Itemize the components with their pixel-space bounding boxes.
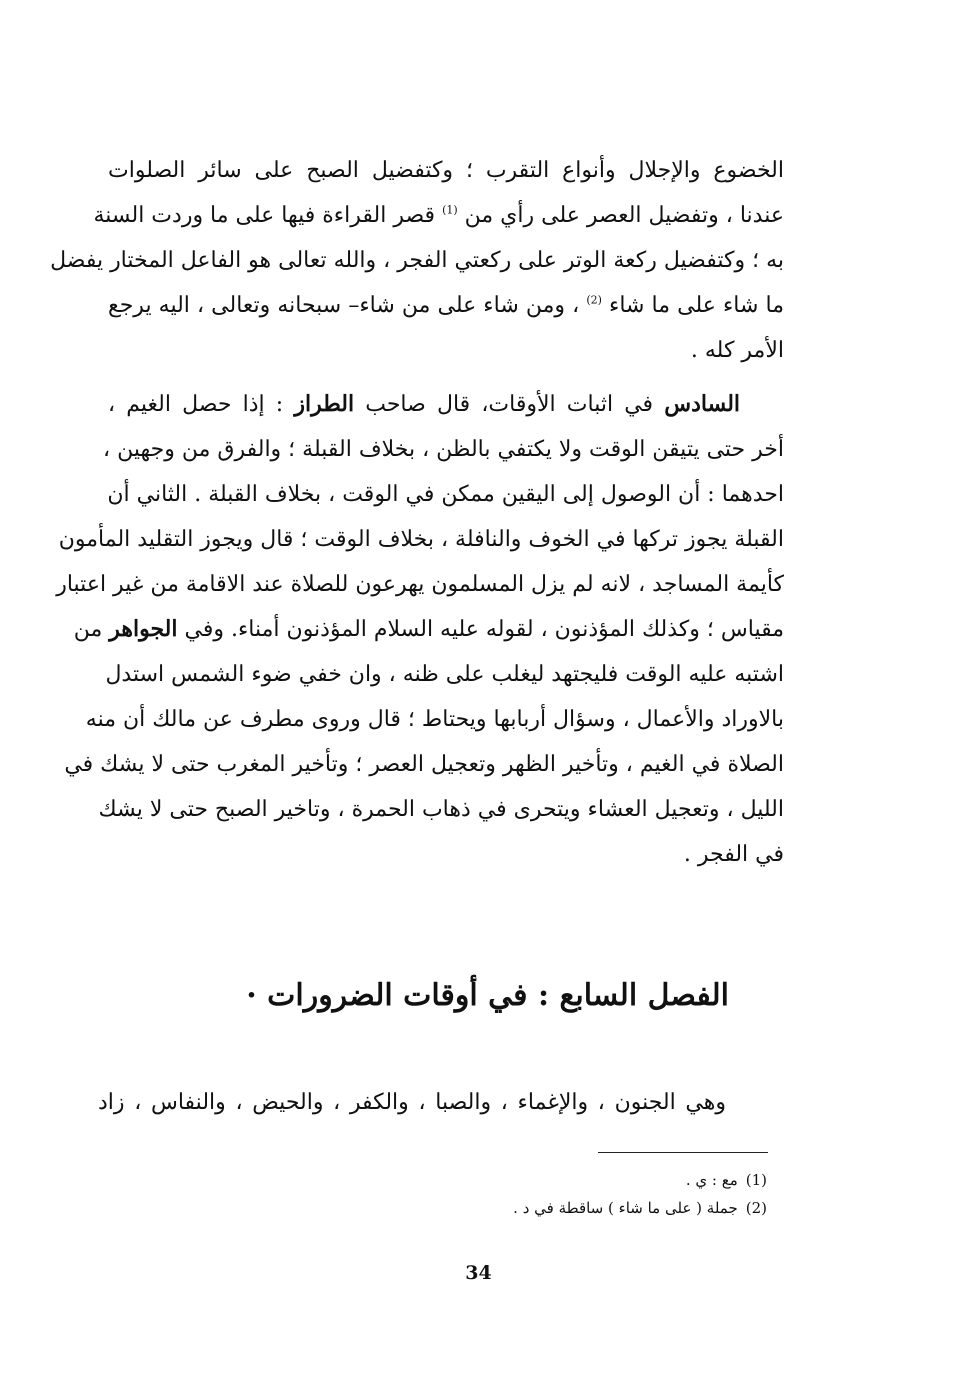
paragraph-1-line-4: [108, 283, 784, 328]
paragraph-1-line-3: به ؛ وكتفضيل ركعة الوتر على ركعتي الفجر ، والله تعالى هو الفاعل المختار يفضل: [50, 248, 784, 273]
paragraph-2-line-10: الليل ، وتعجيل العشاء ويتحرى في ذهاب الحمرة ، وتاخير الصبح حتى لا يشك: [98, 797, 784, 822]
paragraph-2-line-11: في الفجر .: [683, 842, 784, 867]
paragraph-2-line-1: [108, 382, 784, 427]
paragraph-2-line-1-part-a: في اثبات الأوقات، قال صاحب: [365, 392, 654, 417]
footnote-1-text: مع : ي .: [685, 1171, 738, 1189]
paragraph-1-line-2-part-b: قصر القراءة فيها على ما وردت السنة: [93, 203, 436, 228]
footnote-2: [513, 1194, 767, 1222]
paragraph-2-line-1-part-b: : إذا حصل الغيم ،: [108, 392, 284, 417]
paragraph-2-line-3: احدهما : أن الوصول إلى اليقين ممكن في الوقت ، بخلاف القبلة . الثاني أن: [107, 482, 784, 507]
paragraph-1-line-4-part-a: ما شاء على ما شاء: [609, 293, 785, 318]
paragraph-2: [56, 382, 784, 877]
footnote-ref-2: (2): [586, 293, 602, 307]
paragraph-2-line-9: الصلاة في الغيم ، وتأخير الظهر وتعجيل العصر ؛ وتأخير المغرب حتى لا يشك في: [64, 752, 784, 777]
footnote-divider: [598, 1152, 768, 1153]
footnote-1-number: (1): [745, 1171, 767, 1189]
paragraph-2-line-8: بالاوراد والأعمال ، وسؤال أربابها ويحتاط ؛ قال وروى مطرف عن مالك أن منه: [85, 707, 784, 732]
footnotes: [513, 1166, 767, 1222]
paragraph-1-line-1: الخضوع والإجلال وأنواع التقرب ؛ وكتفضيل الصبح على سائر الصلوات: [108, 158, 784, 183]
paragraph-2-line-4: القبلة يجوز تركها في الخوف والنافلة ، بخلاف الوقت ؛ قال ويجوز التقليد المأمون: [58, 527, 784, 552]
page-number: 34: [465, 1262, 492, 1284]
paragraph-1-line-2-part-a: عندنا ، وتفضيل العصر على رأي من: [464, 203, 784, 228]
paragraph-2-line-2: أخر حتى يتيقن الوقت ولا يكتفي بالظن ، بخلاف القبلة ؛ والفرق من وجهين ،: [103, 437, 784, 462]
footnote-ref-1: (1): [442, 203, 458, 217]
paragraph-2-line-6-part-a: مقياس ؛ وكذلك المؤذنون ، لقوله عليه السلام المؤذنون أمناء. وفي: [184, 617, 784, 642]
paragraph-1: [50, 148, 785, 373]
book-name-jawahir: الجواهر: [109, 616, 178, 642]
chapter-heading: الفصل السابع : في أوقات الضرورات ·: [246, 978, 729, 1013]
paragraph-1-line-5: الأمر كله .: [690, 338, 784, 363]
paragraph-1-line-4-part-b: ، ومن شاء على من شاء– سبحانه وتعالى ، اليه يرجع: [108, 293, 580, 318]
footnote-1: [513, 1166, 767, 1194]
paragraph-2-line-7: اشتبه عليه الوقت فليجتهد ليغلب على ظنه ، وان خفي ضوء الشمس استدل: [105, 662, 784, 687]
footnote-2-text: جملة ( على ما شاء ) ساقطة في د .: [513, 1199, 738, 1217]
book-name-taraz: الطراز: [294, 391, 355, 417]
section-keyword-sixth: السادس: [664, 391, 741, 417]
paragraph-3: وهي الجنون ، والإغماء ، والصبا ، والكفر ، والحيض ، والنفاس ، زاد: [98, 1090, 726, 1115]
paragraph-2-line-6: [73, 607, 784, 652]
footnote-2-number: (2): [745, 1199, 767, 1217]
paragraph-2-line-6-part-b: من: [73, 617, 103, 642]
paragraph-2-line-5: كأيمة المساجد ، لانه لم يزل المسلمون يهرعون للصلاة عند الاقامة من غير اعتبار: [56, 572, 784, 597]
paragraph-1-line-2: [93, 193, 784, 238]
